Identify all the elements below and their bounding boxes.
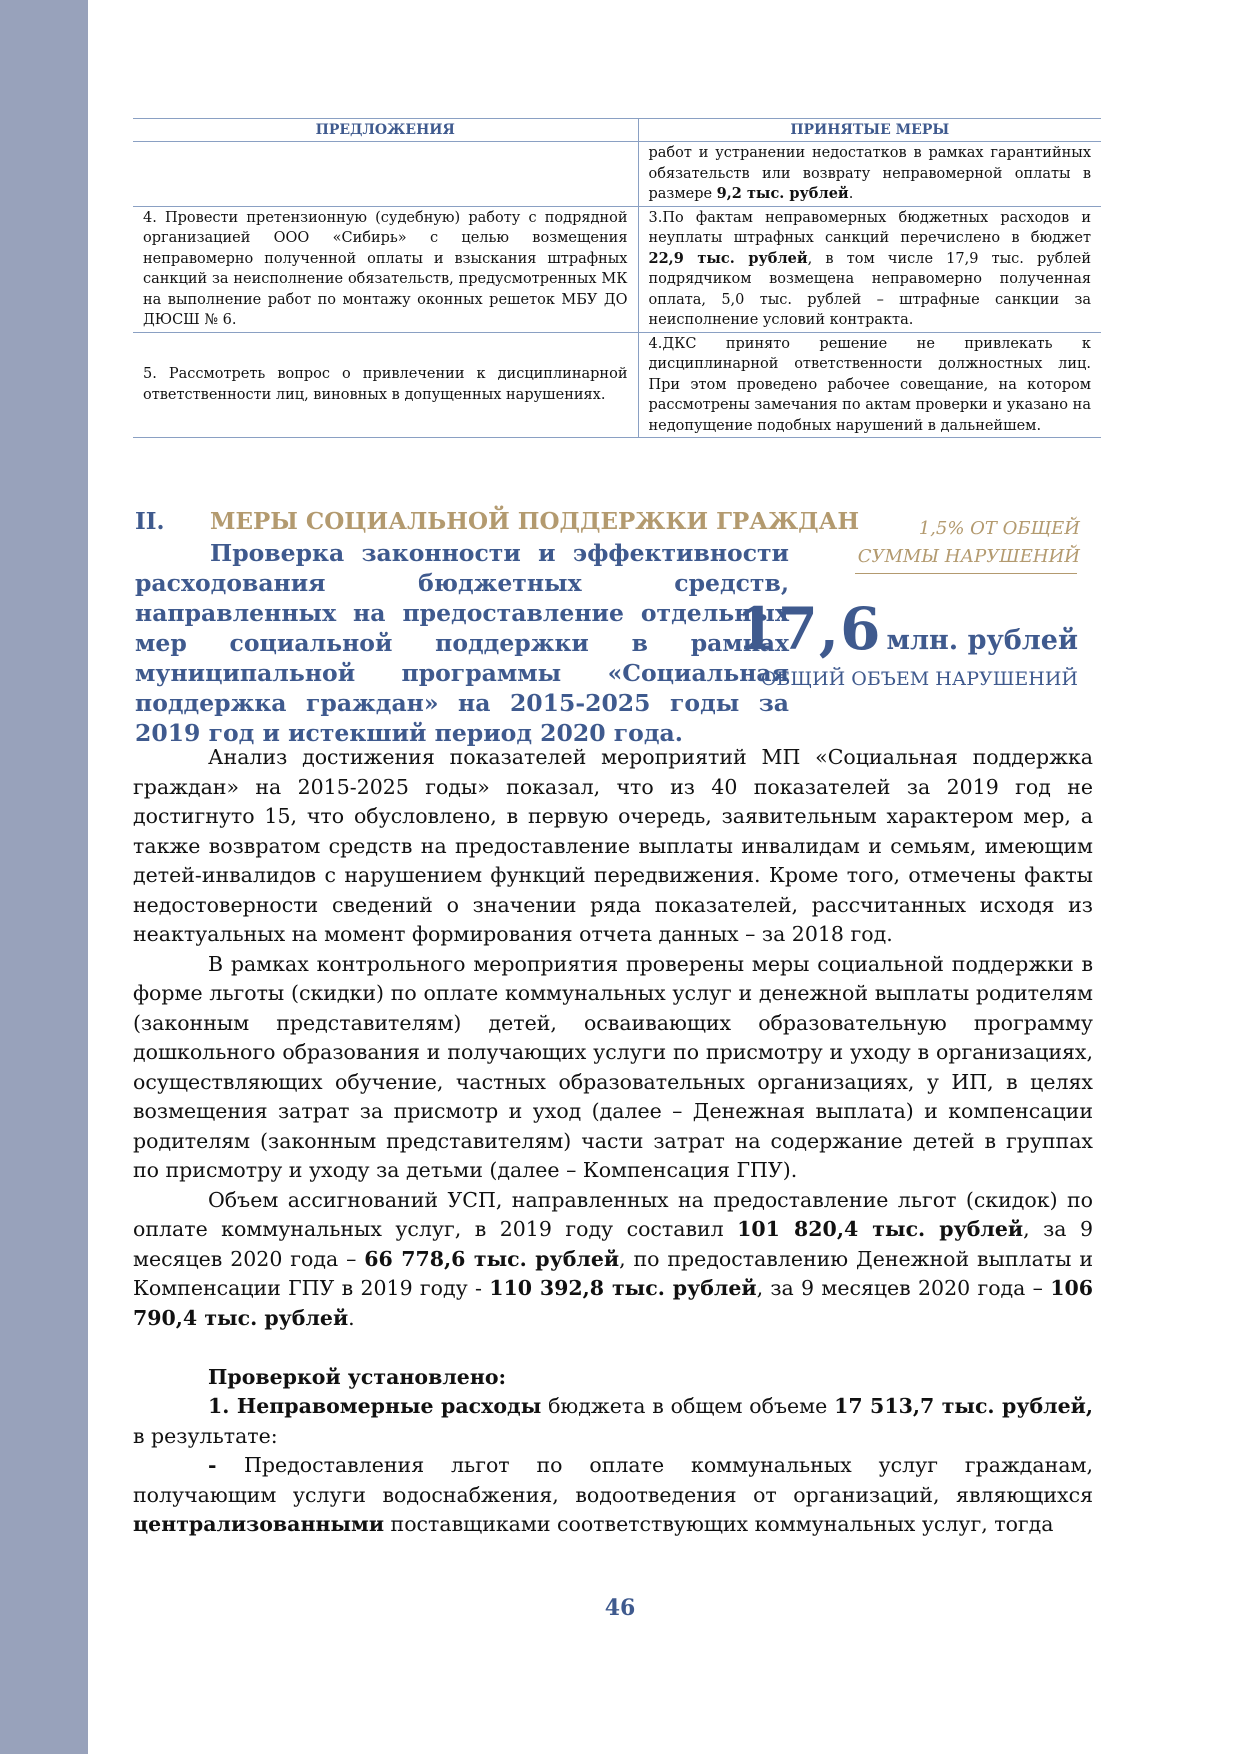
paragraph: Анализ достижения показателей мероприятий МП «Социальная поддержка граждан» на 2015-2025 годы» показал, что из 40 показателей за 2019 год не достигнуто 15, что обусловлено, в первую очередь, заявительным характером мер, а также возвратом средств на предоставление выплаты инвалидам и семьям, имеющим детей-инвалидов с нарушением функций передвижения. Кроме того, отмечены факты недостоверности сведений о значении ряда показателей, рассчитанных исходя из неактуальных на момент формирования отчета данных – за 2018 год. xyxy=(133,745,1093,946)
body-text xyxy=(133,743,1093,1540)
amount: 106 790,4 тыс. рублей xyxy=(133,1276,1093,1330)
text-run: поставщиками соответствующих коммунальных услуг, тогда xyxy=(384,1512,1054,1536)
cell-text: работ и устранении недостатков в рамках гарантийных обязательств или возврату неправомерной оплаты в размере xyxy=(648,145,1091,202)
paragraph xyxy=(133,1392,1093,1451)
subtitle-line: Проверка законности и эффективности xyxy=(210,539,789,567)
subtitle-line: муниципальной программы «Социальная xyxy=(135,659,789,687)
text-run: бюджета в общем объеме xyxy=(541,1394,835,1418)
text-run: . xyxy=(348,1305,355,1330)
cell-amount: 22,9 тыс. рублей xyxy=(648,249,808,267)
table-cell-proposal xyxy=(133,142,638,207)
emphasis: централизованными xyxy=(133,1512,385,1536)
page-side-bar xyxy=(0,0,88,1754)
callout-divider xyxy=(855,573,1077,574)
finding-title: 1. Неправомерные расходы xyxy=(208,1394,542,1418)
subtitle-line: направленных на предоставление отдельных xyxy=(135,599,789,627)
section-subtitle xyxy=(135,538,789,748)
subtitle-line: мер социальной поддержки в рамках xyxy=(135,629,789,657)
violation-caption: ОБЩИЙ ОБЪЕМ НАРУШЕНИЙ xyxy=(760,668,1078,690)
subtitle-line: поддержка граждан» на 2015-2025 годы за xyxy=(135,689,789,717)
table-row xyxy=(133,206,1101,332)
table-cell-proposal: 5. Рассмотреть вопрос о привлечении к дисциплинарной ответственности лиц, виновных в допущенных нарушениях. xyxy=(133,332,638,438)
table-cell-proposal: 4. Провести претензионную (судебную) работу с подрядной организацией ООО «Сибирь» с целью возмещения неправомерно полученной оплаты и взыскания штрафных санкций за неисполнение обязательств, предусмотренных МК на выполнение работ по монтажу оконных решеток МБУ ДО ДЮСШ № 6. xyxy=(133,206,638,332)
amount: 101 820,4 тыс. рублей xyxy=(737,1217,1024,1241)
amount: 17 513,7 тыс. рублей, xyxy=(834,1394,1093,1418)
table-cell-measure xyxy=(638,142,1101,207)
amount: 66 778,6 тыс. рублей xyxy=(364,1246,620,1271)
text-run: , за 9 месяцев 2020 года – xyxy=(133,1217,1093,1271)
section-title: МЕРЫ СОЦИАЛЬНОЙ ПОДДЕРЖКИ ГРАЖДАН xyxy=(210,508,860,535)
table-cell-measure: 4.ДКС принято решение не привлекать к дисциплинарной ответственности должностных лиц. При этом проведено рабочее совещание, на котором рассмотрены замечания по актам проверки и указано на недопущение подобных нарушений в дальнейшем. xyxy=(638,332,1101,438)
established-text: Проверкой установлено: xyxy=(208,1364,507,1389)
cell-text: . xyxy=(848,186,854,202)
table-header-row xyxy=(133,119,1101,142)
cell-text: , в том числе 17,9 тыс. рублей подрядчиком возмещена неправомерно полученная оплата, 5,0 тыс. рублей – штрафные санкции за неисполнение условий контракта. xyxy=(648,250,1091,328)
cell-amount: 9,2 тыс. рублей xyxy=(716,185,849,202)
amount: 110 392,8 тыс. рублей xyxy=(489,1276,757,1300)
violation-amount: 17,6 xyxy=(736,595,882,663)
text-run: , по предоставлению Денежной выплаты и Компенсации ГПУ в 2019 году - xyxy=(133,1246,1093,1300)
paragraph xyxy=(133,1451,1093,1540)
section-number: II. xyxy=(135,508,165,535)
cell-text: 3.По фактам неправомерных бюджетных расходов и неуплаты штрафных санкций перечислено в бюджет xyxy=(648,209,1091,246)
table-cell-measure xyxy=(638,206,1101,332)
table-row xyxy=(133,142,1101,207)
paragraph xyxy=(133,1186,1093,1334)
share-line: 1,5% ОТ ОБЩЕЙ xyxy=(918,518,1080,539)
section-heading xyxy=(135,508,860,535)
measures-table xyxy=(133,118,1101,438)
page-number: 46 xyxy=(604,1595,636,1621)
violation-share-note xyxy=(850,515,1080,571)
established-heading xyxy=(133,1363,1093,1393)
subtitle-line: расходования бюджетных средств, xyxy=(135,569,789,597)
subtitle-line: 2019 год и истекший период 2020 года. xyxy=(135,719,683,747)
bullet-dash: - xyxy=(208,1453,245,1477)
column-header-proposals: ПРЕДЛОЖЕНИЯ xyxy=(133,119,638,142)
column-header-measures: ПРИНЯТЫЕ МЕРЫ xyxy=(638,119,1101,142)
text-run: в результате: xyxy=(133,1423,278,1448)
text-run: Предоставления льгот по оплате коммунальных услуг гражданам, получающим услуги водоснабжения, водоотведения от организаций, являющихся xyxy=(133,1453,1094,1507)
table-row xyxy=(133,332,1101,438)
text-run: Объем ассигнований УСП, направленных на предоставление льгот (скидок) по оплате коммунальных услуг, в 2019 году составил xyxy=(133,1187,1093,1241)
paragraph: В рамках контрольного мероприятия проверены меры социальной поддержки в форме льготы (скидки) по оплате коммунальных услуг и денежной выплаты родителям (законным представителям) детей, осваивающих образовательную программу дошкольного образования и получающих услуги по присмотру и уходу в организациях, осуществляющих обучение, частных образовательных организациях, у ИП, в целях возмещения затрат за присмотр и уход (далее – Денежная выплата) и компенсации родителям (законным представителям) части затрат на содержание детей в группах по присмотру и уходу за детьми (далее – Компенсация ГПУ). xyxy=(133,951,1093,1182)
text-run: , за 9 месяцев 2020 года – xyxy=(756,1276,1051,1300)
share-line: СУММЫ НАРУШЕНИЙ xyxy=(857,546,1080,567)
violation-total xyxy=(700,595,1078,663)
violation-unit: млн. рублей xyxy=(886,625,1078,656)
